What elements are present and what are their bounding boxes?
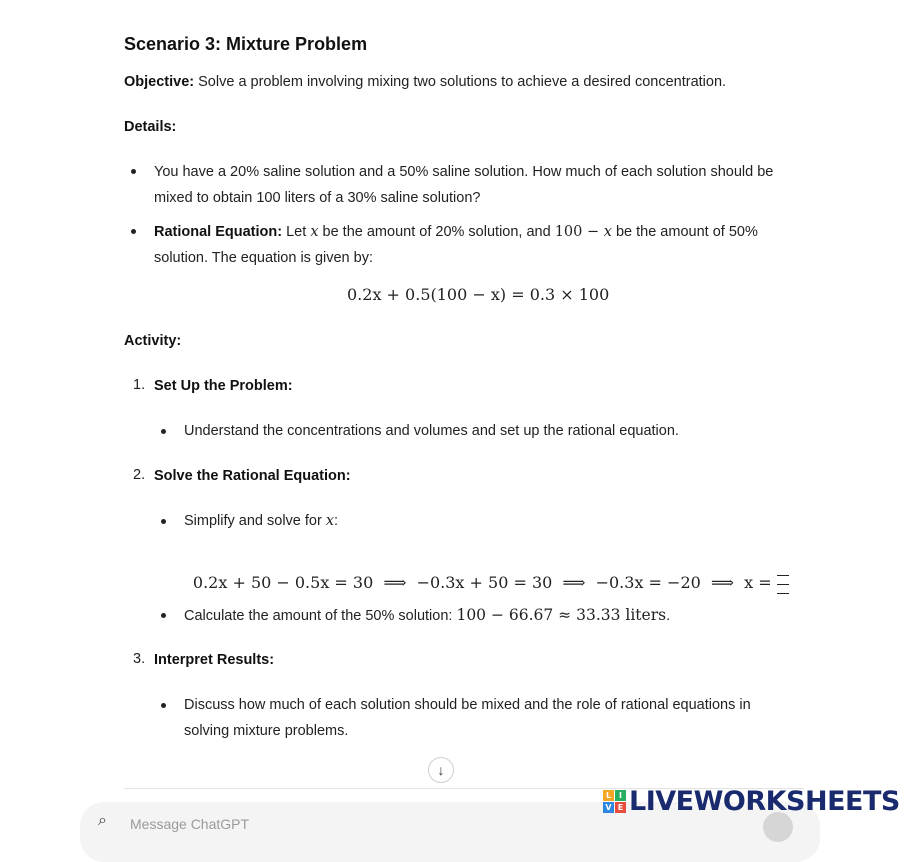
details-item-2-line2: solution. The equation is given by: (154, 250, 373, 266)
step-number: 2. (133, 467, 146, 483)
step-2-bullet-2 (184, 602, 670, 629)
main-equation: 0.2x + 0.5(100 − x) = 0.3 × 100 (347, 285, 610, 304)
solve-equation-text: 0.2x + 50 − 0.5x = 30 ⟹ −0.3x + 50 = 30 ⟹ −0.3x = −20 ⟹ x = (192, 573, 777, 593)
details-item-1 (154, 159, 804, 211)
step-2-bullet-2-math: 100 − 66.67 ≈ 33.33 liters (456, 606, 667, 624)
step-1-title: Set Up the Problem: (154, 378, 293, 394)
solve-equation (184, 555, 789, 595)
details-item-2-text-c: be the amount of 50% (611, 224, 758, 240)
details-item-2-text-a: Let (282, 224, 311, 240)
bullet-dot (161, 519, 166, 524)
rational-equation-label: Rational Equation: (154, 224, 283, 240)
logo-grid-icon (603, 790, 626, 813)
details-item-2-text-b: be the amount of 20% solution, and (318, 224, 555, 240)
step-3-bullet-line2: solving mixture problems. (184, 723, 349, 739)
expr-100-minus: 100 − (554, 224, 604, 240)
heading: Scenario 3: Mixture Problem (124, 34, 368, 54)
arrow-down-icon: ↓ (437, 762, 445, 778)
logo-letter: I (615, 790, 626, 801)
bullet-dot (131, 229, 136, 234)
step-2-bullet-2-text: Calculate the amount of the 50% solution: (184, 608, 457, 624)
logo-letter: L (603, 790, 614, 801)
step-3-bullet-line1: Discuss how much of each solution should be mixed and the role of rational equations in (184, 697, 751, 713)
bullet-dot (161, 613, 166, 618)
step-number: 3. (133, 651, 146, 667)
attach-icon[interactable]: ⌕ (98, 812, 107, 829)
step-2-bullet-1 (184, 508, 338, 534)
details-item-1-line2: mixed to obtain 100 liters of a 30% saline solution? (154, 190, 481, 206)
step-3-title: Interpret Results: (154, 652, 275, 668)
logo-letter: V (603, 802, 614, 813)
fraction-truncated (777, 573, 789, 595)
message-input-placeholder[interactable]: Message ChatGPT (130, 816, 250, 832)
variable-x: x (603, 224, 612, 240)
variable-x: x (325, 513, 335, 529)
bullet-dot (161, 703, 166, 708)
bullet-dot (161, 429, 166, 434)
bullet-dot (131, 169, 136, 174)
scroll-down-button[interactable] (428, 757, 454, 783)
logo-text: LIVEWORKSHEETS (629, 785, 900, 817)
objective-paragraph (124, 69, 726, 95)
objective-label: Objective: (124, 74, 195, 90)
details-item-2 (154, 219, 804, 271)
step-1-bullet: Understand the concentrations and volumes and set up the rational equation. (184, 423, 679, 439)
liveworksheets-logo (603, 786, 900, 816)
step-number: 1. (133, 377, 146, 393)
details-item-1-line1: You have a 20% saline solution and a 50% saline solution. How much of each solution should be (154, 164, 774, 180)
period: . (666, 608, 671, 624)
send-button[interactable] (763, 812, 793, 842)
step-3-bullet (184, 692, 804, 744)
activity-label: Activity: (124, 333, 182, 349)
variable-x: x (310, 224, 319, 240)
logo-letter: E (615, 802, 626, 813)
step-2-title: Solve the Rational Equation: (154, 468, 351, 484)
details-label: Details: (124, 119, 177, 135)
colon: : (334, 513, 339, 529)
objective-text: Solve a problem involving mixing two solutions to achieve a desired concentration. (194, 74, 727, 90)
step-2-bullet-1-text: Simplify and solve for (184, 513, 326, 529)
